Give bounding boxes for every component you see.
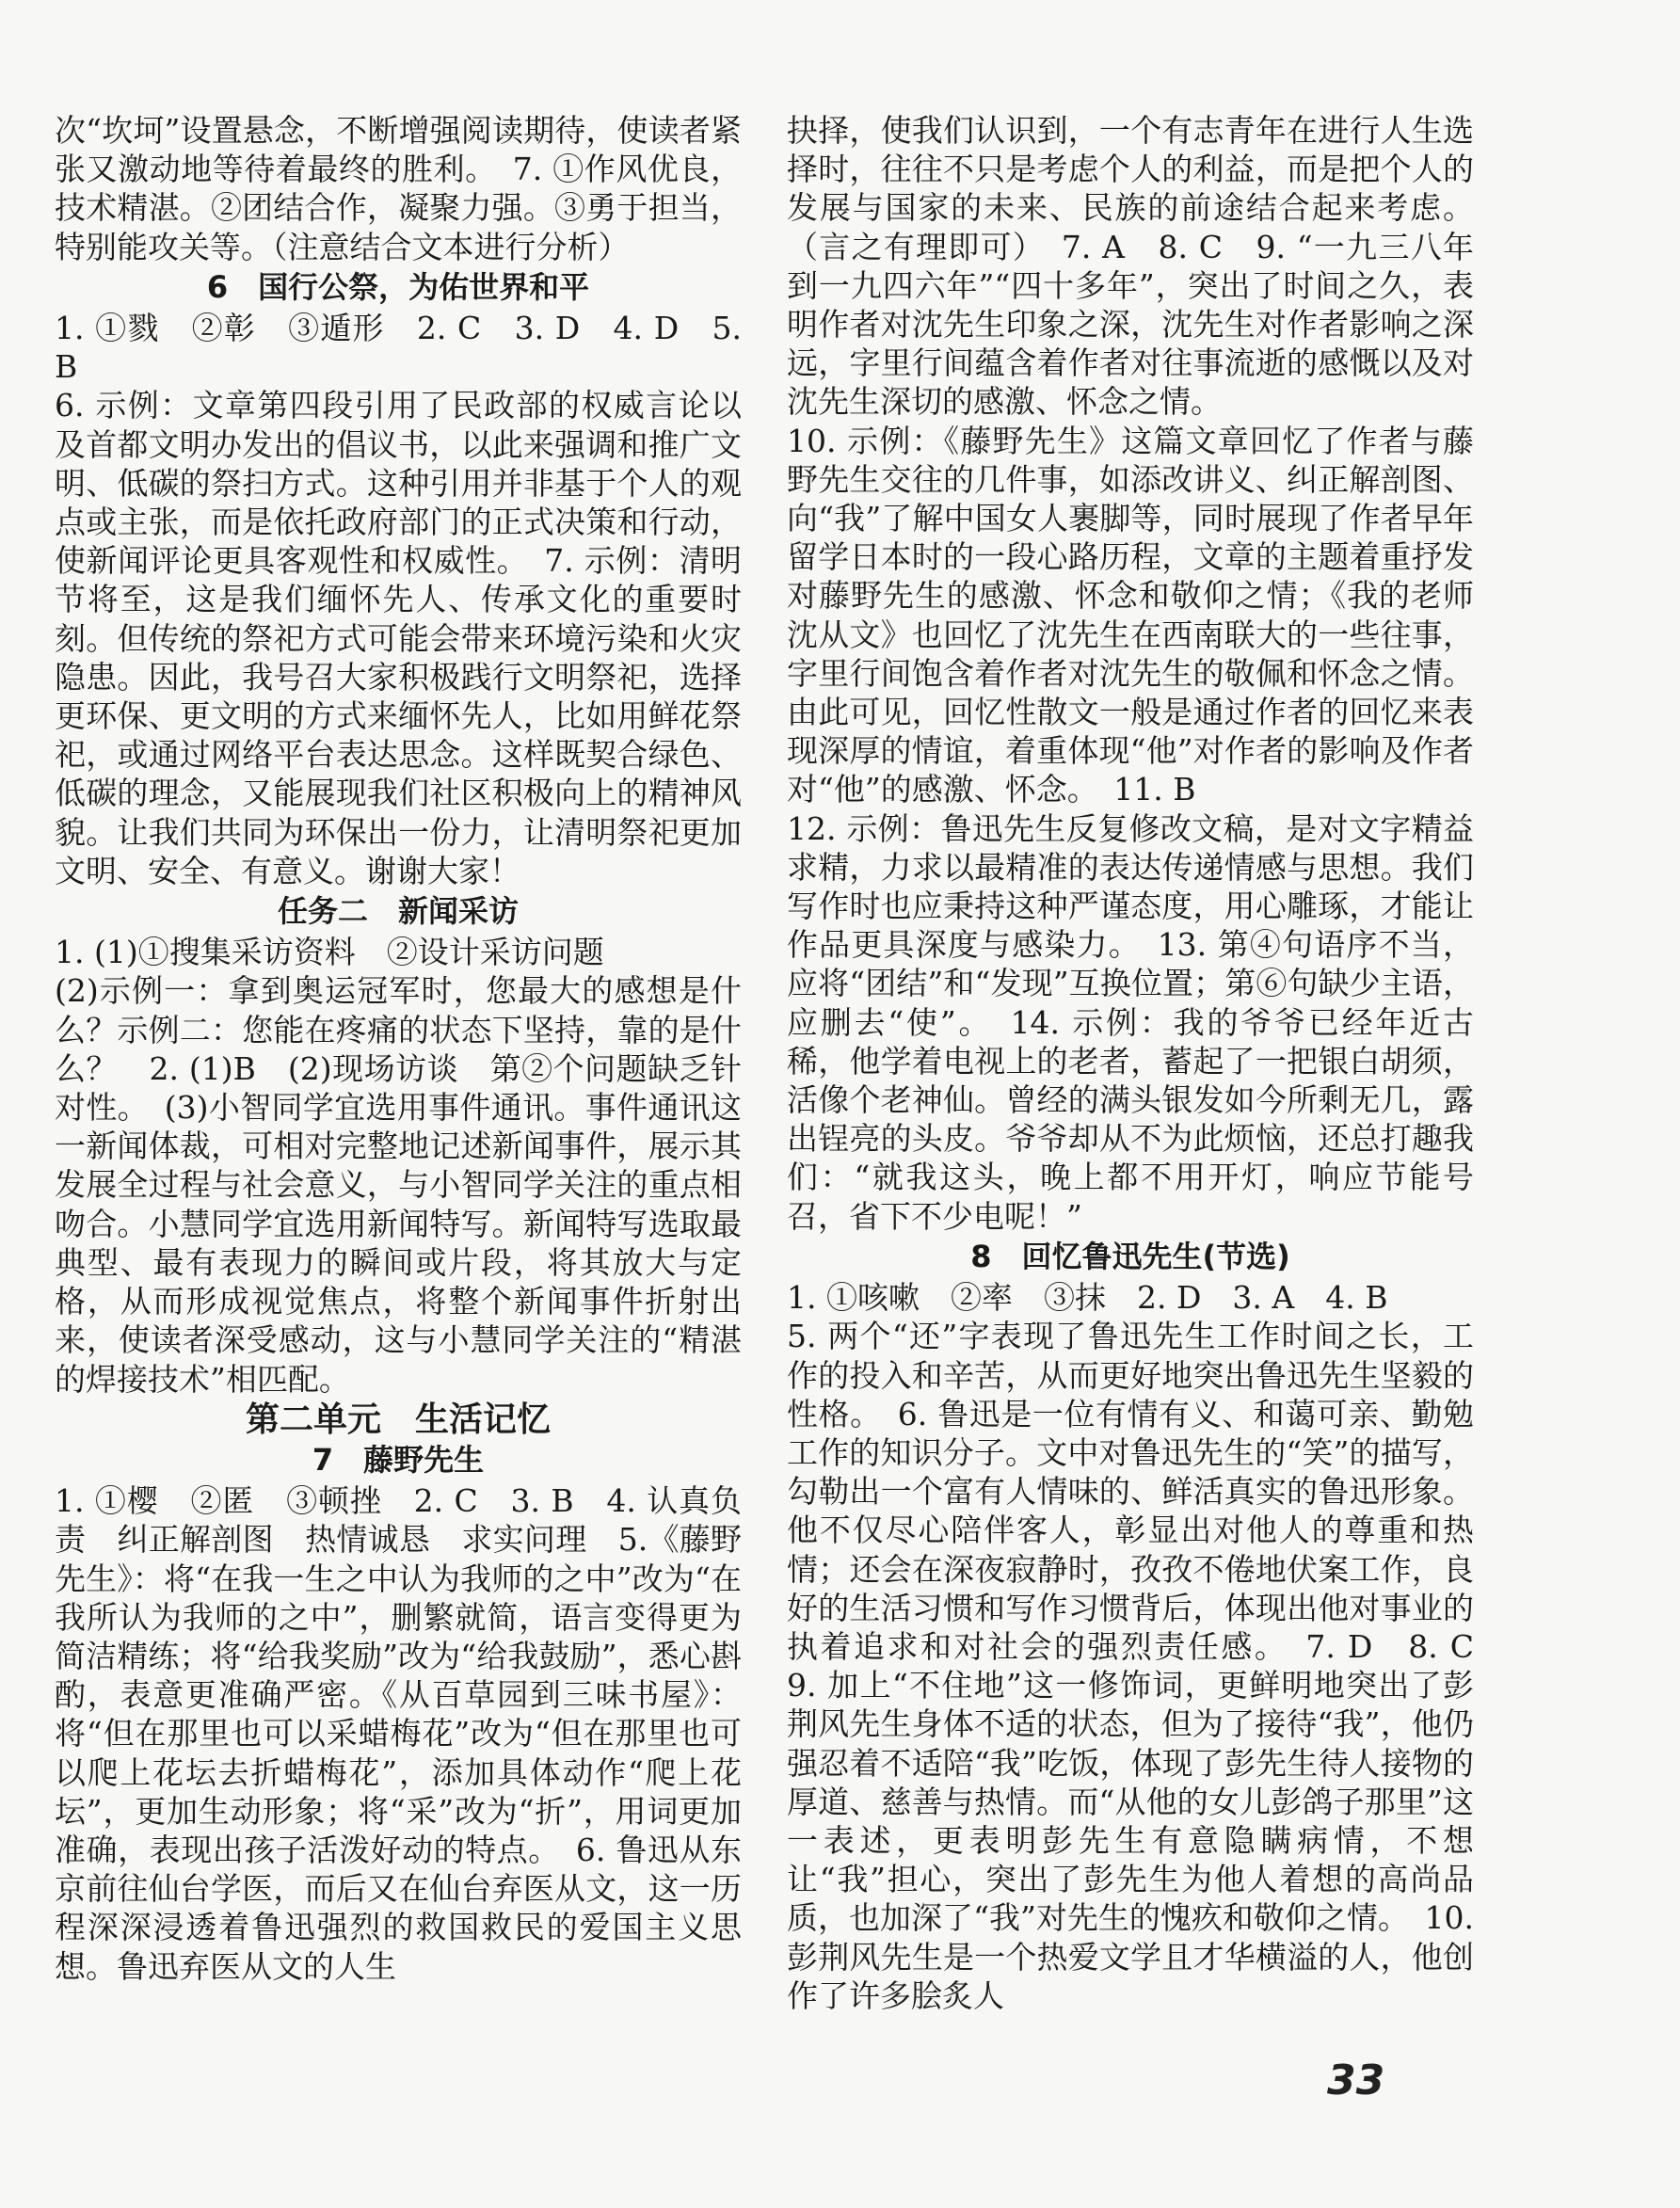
section-heading: 8 回忆鲁迅先生(节选) xyxy=(970,1238,1290,1274)
answer-paragraph: 5. 两个“还”字表现了鲁迅先生工作时间之长，工作的投入和辛苦，从而更好地突出鲁迅先生坚毅的性格。 6. 鲁迅是一位有情有义、和蔼可亲、勤勉工作的知识分子。文中对鲁迅先生的“笑”的描写，勾勒出一个富有人情味的、鲜活真实的鲁迅形象。他不仅尽心陪伴客人，彰显出对他人的尊重和热情；还会在深夜寂静时，孜孜不倦地伏案工作，良好的生活习惯和写作习惯背后，体现出他对事业的执着追求和对社会的强烈责任感。 7. D 8. C 9. 加上“不住地”这一修饰词，更鲜明地突出了彭荆风先生身体不适的状态，但为了接待“我”，他仍强忍着不适陪“我”吃饭，体现了彭先生待人接物的厚道、慈善与热情。而“从他的女儿彭鸽子那里”这一表述，更表明彭先生有意隐瞒病情，不想让“我”担心，突出了彭先生为他人着想的高尚品质，也加深了“我”对先生的愧疚和敬仰之情。 10. 彭荆风先生是一个热爱文学且才华横溢的人，他创作了许多脍炙人 xyxy=(787,1318,1505,2014)
answer-paragraph: 次“坎坷”设置悬念，不断增强阅读期待，使读者紧张又激动地等待着最终的胜利。 7. ①作风优良，技术精湛。②团结合作，凝聚力强。③勇于担当，特别能攻关等。（注意结合文本进行分析） xyxy=(55,112,742,265)
answer-paragraph: 1. ①咳嗽 ②率 ③抹 2. D 3. A 4. B xyxy=(787,1279,1388,1317)
answer-paragraph: 1. ①戮 ②彰 ③遁形 2. C 3. D 4. D 5. B xyxy=(55,310,742,386)
answer-paragraph: 12. 示例：鲁迅先生反复修改文稿，是对文字精益求精，力求以最精准的表达传递情感与思想。我们写作时也应秉持这种严谨态度，用心雕琢，才能让作品更具深度与感染力。 13. 第④句语序不当，应将“团结”和“发现”互换位置；第⑥句缺少主语，应删去“使”。 14. 示例：我的爷爷已经年近古稀，他学着电视上的老者，蓄起了一把银白胡须，活像个老神仙。曾经的满头银发如今所剩无几，露出锃亮的头皮。爷爷却从不为此烦恼，还总打趣我们：“就我这头，晚上都不用开灯，响应节能号召，省下不少电呢！” xyxy=(787,809,1474,1235)
answer-paragraph: 10. 示例：《藤野先生》这篇文章回忆了作者与藤野先生交往的几件事，如添改讲义、纠正解剖图、向“我”了解中国女人裹脚等，同时展现了作者早年留学日本时的一段心路历程，文章的主题着重抒发对藤野先生的感激、怀念和敬仰之情；《我的老师沈从文》也回忆了沈先生在西南联大的一些往事，字里行间饱含着作者对沈先生的敬佩和怀念之情。由此可见，回忆性散文一般是通过作者的回忆来表现深厚的情谊，着重体现“他”对作者的影响及作者对“他”的感激、怀念。 11. B xyxy=(787,422,1474,808)
answer-paragraph: (2)示例一：拿到奥运冠军时，您最大的感想是什么？示例二：您能在疼痛的状态下坚持，靠的是什么？ 2. (1)B (2)现场访谈 第②个问题缺乏针对性。 (3)小智同学宜选用事件通讯。事件通讯这一新闻体裁，可相对完整地记述新闻事件，展示其发展全过程与社会意义，与小智同学关注的重点相吻合。小慧同学宜选用新闻特写。新闻特写选取最典型、最有表现力的瞬间或片段，将其放大与定格，从而形成视觉焦点，将整个新闻事件折射出来，使读者深受感动，这与小慧同学关注的“精湛的焊接技术”相匹配。 xyxy=(55,972,742,1398)
section-heading: 任务二 新闻采访 xyxy=(277,893,519,930)
answer-paragraph: 抉择，使我们认识到，一个有志青年在进行人生选择时，往往不只是考虑个人的利益，而是把个人的发展与国家的未来、民族的前途结合起来考虑。（言之有理即可） 7. A 8. C 9. “一九三八年到一九四六年”“四十多年”，突出了时间之久，表明作者对沈先生印象之深，沈先生对作者影响之深远，字里行间蕴含着作者对往事流逝的感慨以及对沈先生深切的感激、怀念之情。 xyxy=(787,112,1474,421)
section-heading: 6 国行公祭，为佑世界和平 xyxy=(206,268,590,305)
answer-paragraph: 6. 示例：文章第四段引用了民政部的权威言论以及首都文明办发出的倡议书，以此来强调和推广文明、低碳的祭扫方式。这种引用并非基于个人的观点或主张，而是依托政府部门的正式决策和行动，使新闻评论更具客观性和权威性。 7. 示例：清明节将至，这是我们缅怀先人、传承文化的重要时刻。但传统的祭祀方式可能会带来环境污染和火灾隐患。因此，我号召大家积极践行文明祭祀，选择更环保、更文明的方式来缅怀先人，比如用鲜花祭祀，或通过网络平台表达思念。这样既契合绿色、低碳的理念，又能展现我们社区积极向上的精神风貌。让我们共同为环保出一份力，让清明祭祀更加文明、安全、有意义。谢谢大家！ xyxy=(55,387,742,889)
left-column xyxy=(55,111,742,1986)
answer-paragraph: 1. ①樱 ②匿 ③顿挫 2. C 3. B 4. 认真负责 纠正解剖图 热情诚恳 求实问理 5.《藤野先生》：将“在我一生之中认为我师的之中”改为“在我所认为我师的之中”，删繁就简，语言变得更为简洁精练；将“给我奖励”改为“给我鼓励”，悉心斟酌，表意更准确严密。《从百草园到三味书屋》：将“但在那里也可以采蜡梅花”改为“但在那里也可以爬上花坛去折蜡梅花”，添加具体动作“爬上花坛”，更加生动形象；将“采”改为“折”，用词更加准确，表现出孩子活泼好动的特点。 6. 鲁迅从东京前往仙台学医，而后又在仙台弃医从文，这一历程深深浸透着鲁迅强烈的救国救民的爱国主义思想。鲁迅弃医从文的人生 xyxy=(55,1482,742,1985)
unit-heading: 第二单元 生活记忆 xyxy=(245,1400,551,1439)
section-heading: 7 藤野先生 xyxy=(312,1441,485,1478)
answer-paragraph: 1. (1)①搜集采访资料 ②设计采访问题 xyxy=(55,934,604,971)
right-column xyxy=(787,111,1505,2015)
page-number: 33 xyxy=(1327,2056,1385,2104)
